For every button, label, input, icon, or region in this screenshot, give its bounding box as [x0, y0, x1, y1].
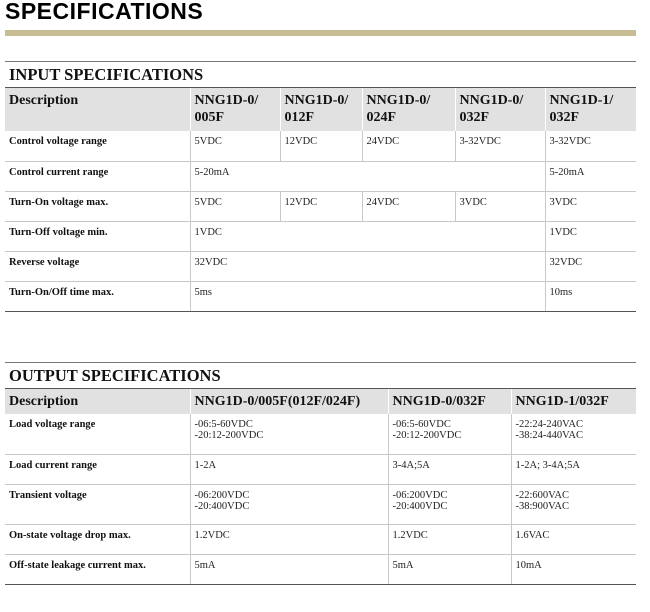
cell: 3VDC: [455, 191, 545, 221]
cell: 10ms: [545, 281, 636, 311]
table-row: [5, 454, 636, 484]
input-specifications-section: [5, 61, 636, 312]
table-row: [5, 524, 636, 554]
cell: 12VDC: [280, 131, 362, 161]
cell: 1.6VAC: [511, 524, 636, 554]
cell: -06:200VDC -20:400VDC: [190, 484, 388, 524]
cell: 1VDC: [545, 221, 636, 251]
table-row: [5, 221, 636, 251]
header-nng1d-0-032f: NNG1D-0/ 032F: [455, 88, 545, 131]
header-description: Description: [5, 389, 190, 414]
table-row: [5, 131, 636, 161]
cell: -06:5-60VDC -20:12-200VDC: [190, 414, 388, 454]
cell: 5mA: [190, 554, 388, 584]
cell: -06:5-60VDC -20:12-200VDC: [388, 414, 511, 454]
cell: 1-2A: [190, 454, 388, 484]
output-specifications-section: [5, 362, 636, 585]
row-label: On-state voltage drop max.: [5, 524, 190, 554]
output-specifications-table: [5, 389, 636, 585]
header-description: Description: [5, 88, 190, 131]
row-label: Control voltage range: [5, 131, 190, 161]
table-row: [5, 161, 636, 191]
header-nng1d-0-024f: NNG1D-0/ 024F: [362, 88, 455, 131]
input-section-heading: INPUT SPECIFICATIONS: [5, 61, 636, 88]
input-header-row: [5, 88, 636, 131]
cell: 5VDC: [190, 131, 280, 161]
cell: 5ms: [190, 281, 545, 311]
header-nng1d-1-032f: NNG1D-1/ 032F: [545, 88, 636, 131]
cell: -06:200VDC -20:400VDC: [388, 484, 511, 524]
cell: 5mA: [388, 554, 511, 584]
table-row: [5, 191, 636, 221]
cell: 32VDC: [190, 251, 545, 281]
cell: 3-4A;5A: [388, 454, 511, 484]
cell: 24VDC: [362, 131, 455, 161]
cell: 5VDC: [190, 191, 280, 221]
cell: 5-20mA: [190, 161, 545, 191]
row-label: Load current range: [5, 454, 190, 484]
row-label: Turn-On/Off time max.: [5, 281, 190, 311]
header-nng1d-1-032f: NNG1D-1/032F: [511, 389, 636, 414]
cell: 1VDC: [190, 221, 545, 251]
table-row: [5, 281, 636, 311]
cell: 5-20mA: [545, 161, 636, 191]
cell: 32VDC: [545, 251, 636, 281]
header-nng1d-0-032f: NNG1D-0/032F: [388, 389, 511, 414]
row-label: Turn-Off voltage min.: [5, 221, 190, 251]
cell: 1.2VDC: [190, 524, 388, 554]
row-label: Turn-On voltage max.: [5, 191, 190, 221]
cell: -22:600VAC -38:900VAC: [511, 484, 636, 524]
header-nng1d-0-005f-012f-024f: NNG1D-0/005F(012F/024F): [190, 389, 388, 414]
table-row: [5, 484, 636, 524]
row-label: Control current range: [5, 161, 190, 191]
output-header-row: [5, 389, 636, 414]
title-rule: [5, 30, 636, 36]
table-row: [5, 251, 636, 281]
row-label: Transient voltage: [5, 484, 190, 524]
cell: 12VDC: [280, 191, 362, 221]
output-section-heading: OUTPUT SPECIFICATIONS: [5, 362, 636, 389]
cell: 3-32VDC: [455, 131, 545, 161]
header-nng1d-0-005f: NNG1D-0/ 005F: [190, 88, 280, 131]
input-specifications-table: [5, 88, 636, 312]
header-nng1d-0-012f: NNG1D-0/ 012F: [280, 88, 362, 131]
cell: 1.2VDC: [388, 524, 511, 554]
row-label: Load voltage range: [5, 414, 190, 454]
row-label: Reverse voltage: [5, 251, 190, 281]
cell: 3-32VDC: [545, 131, 636, 161]
page-title: SPECIFICATIONS: [5, 0, 204, 24]
row-label: Off-state leakage current max.: [5, 554, 190, 584]
cell: 10mA: [511, 554, 636, 584]
cell: 1-2A; 3-4A;5A: [511, 454, 636, 484]
table-row: [5, 414, 636, 454]
cell: 24VDC: [362, 191, 455, 221]
table-row: [5, 554, 636, 584]
cell: -22:24-240VAC -38:24-440VAC: [511, 414, 636, 454]
cell: 3VDC: [545, 191, 636, 221]
